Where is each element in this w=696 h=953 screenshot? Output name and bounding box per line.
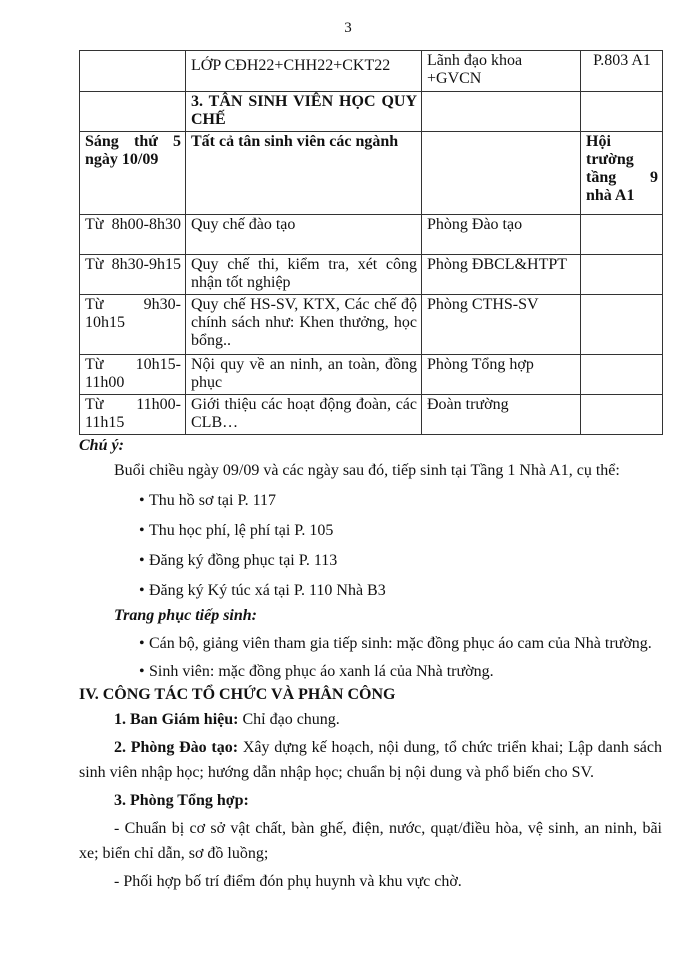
responsible-cell: Lãnh đạo khoa +GVCN: [422, 51, 581, 92]
bullet-icon: •: [139, 492, 145, 509]
duty-line: - Chuẩn bị cơ sở vật chất, bàn ghế, điện, nước, quạt/điều hòa, vệ sinh, an ninh, bãi xe; biển chỉ dẫn, sơ đồ luồng;: [79, 820, 662, 862]
responsible-cell: Phòng Tổng hợp: [422, 355, 581, 395]
time-cell: Từ 8h00-8h30: [80, 215, 186, 255]
note-list: [79, 491, 662, 600]
schedule-table: [79, 50, 663, 435]
bullet-icon: •: [139, 663, 145, 680]
location-cell: [581, 255, 663, 295]
duty-heading: 3. Phòng Tổng hợp:: [114, 792, 249, 809]
table-row: [80, 215, 663, 255]
table-row: [80, 132, 663, 215]
table-row: [80, 51, 663, 92]
bullet-icon: •: [139, 635, 145, 652]
bullet-icon: •: [139, 582, 145, 599]
note-heading: Chú ý:: [79, 437, 124, 454]
table-row: [80, 255, 663, 295]
list-item: • Đăng ký đồng phục tại P. 113: [139, 552, 338, 569]
table-row: [80, 395, 663, 435]
duty-line: - Phối hợp bố trí điểm đón phụ huynh và khu vực chờ.: [114, 873, 462, 890]
list-item: • Đăng ký Ký túc xá tại P. 110 Nhà B3: [139, 582, 386, 599]
responsible-cell: [422, 92, 581, 132]
responsible-cell: Đoàn trường: [422, 395, 581, 435]
list-item: • Thu hồ sơ tại P. 117: [139, 492, 276, 509]
list-item: • Thu học phí, lệ phí tại P. 105: [139, 522, 334, 539]
attire-heading: Trang phục tiếp sinh:: [114, 607, 257, 624]
section-heading-cell: 3. TÂN SINH VIÊN HỌC QUY CHẾ: [186, 92, 422, 132]
content-cell: LỚP CĐH22+CHH22+CKT22: [186, 51, 422, 92]
responsible-cell: Phòng CTHS-SV: [422, 295, 581, 355]
responsible-cell: Phòng Đào tạo: [422, 215, 581, 255]
content-cell: Giới thiệu các hoạt động đoàn, các CLB…: [186, 395, 422, 435]
table-row: [80, 92, 663, 132]
duty-paragraph: 2. Phòng Đào tạo: Xây dựng kế hoạch, nội dung, tổ chức triển khai; Lập danh sách sinh viên nhập học; hướng dẫn nhập học; chuẩn bị nội dung và phổ biến cho SV.: [79, 739, 663, 781]
location-cell: [581, 215, 663, 255]
time-cell: [80, 51, 186, 92]
section-heading: IV. CÔNG TÁC TỔ CHỨC VÀ PHÂN CÔNG: [79, 686, 396, 703]
location-cell: [581, 92, 663, 132]
content-cell: Tất cả tân sinh viên các ngành: [186, 132, 422, 215]
content-cell: Nội quy về an ninh, an toàn, đồng phục: [186, 355, 422, 395]
location-cell: P.803 A1: [581, 51, 663, 92]
attire-list: [79, 631, 662, 681]
responsible-cell: [422, 132, 581, 215]
list-item: • Sinh viên: mặc đồng phục áo xanh lá của Nhà trường.: [139, 663, 494, 680]
content-cell: Quy chế thi, kiểm tra, xét công nhận tốt nghiệp: [186, 255, 422, 295]
time-cell: Từ 10h15-11h00: [80, 355, 186, 395]
time-cell: Sáng thứ 5 ngày 10/09: [80, 132, 186, 215]
table-row: [80, 295, 663, 355]
bullet-icon: •: [139, 522, 145, 539]
content-cell: Quy chế đào tạo: [186, 215, 422, 255]
time-cell: Từ 11h00-11h15: [80, 395, 186, 435]
location-cell: Hội trường tầng 9 nhà A1: [581, 132, 663, 215]
location-cell: [581, 295, 663, 355]
time-cell: Từ 8h30-9h15: [80, 255, 186, 295]
duty-paragraph: 1. Ban Giám hiệu: Chỉ đạo chung.: [114, 711, 340, 728]
content-cell: Quy chế HS-SV, KTX, Các chế độ chính sách như: Khen thưởng, học bổng..: [186, 295, 422, 355]
time-cell: Từ 9h30-10h15: [80, 295, 186, 355]
time-cell: [80, 92, 186, 132]
responsible-cell: Phòng ĐBCL&HTPT: [422, 255, 581, 295]
note-intro: Buổi chiều ngày 09/09 và các ngày sau đó, tiếp sinh tại Tầng 1 Nhà A1, cụ thể:: [114, 462, 620, 479]
page-number: 3: [344, 20, 352, 36]
location-cell: [581, 355, 663, 395]
list-item: • Cán bộ, giảng viên tham gia tiếp sinh: mặc đồng phục áo cam của Nhà trường.: [79, 631, 662, 656]
location-cell: [581, 395, 663, 435]
table-row: [80, 355, 663, 395]
bullet-icon: •: [139, 552, 145, 569]
notes-body: [79, 436, 662, 891]
